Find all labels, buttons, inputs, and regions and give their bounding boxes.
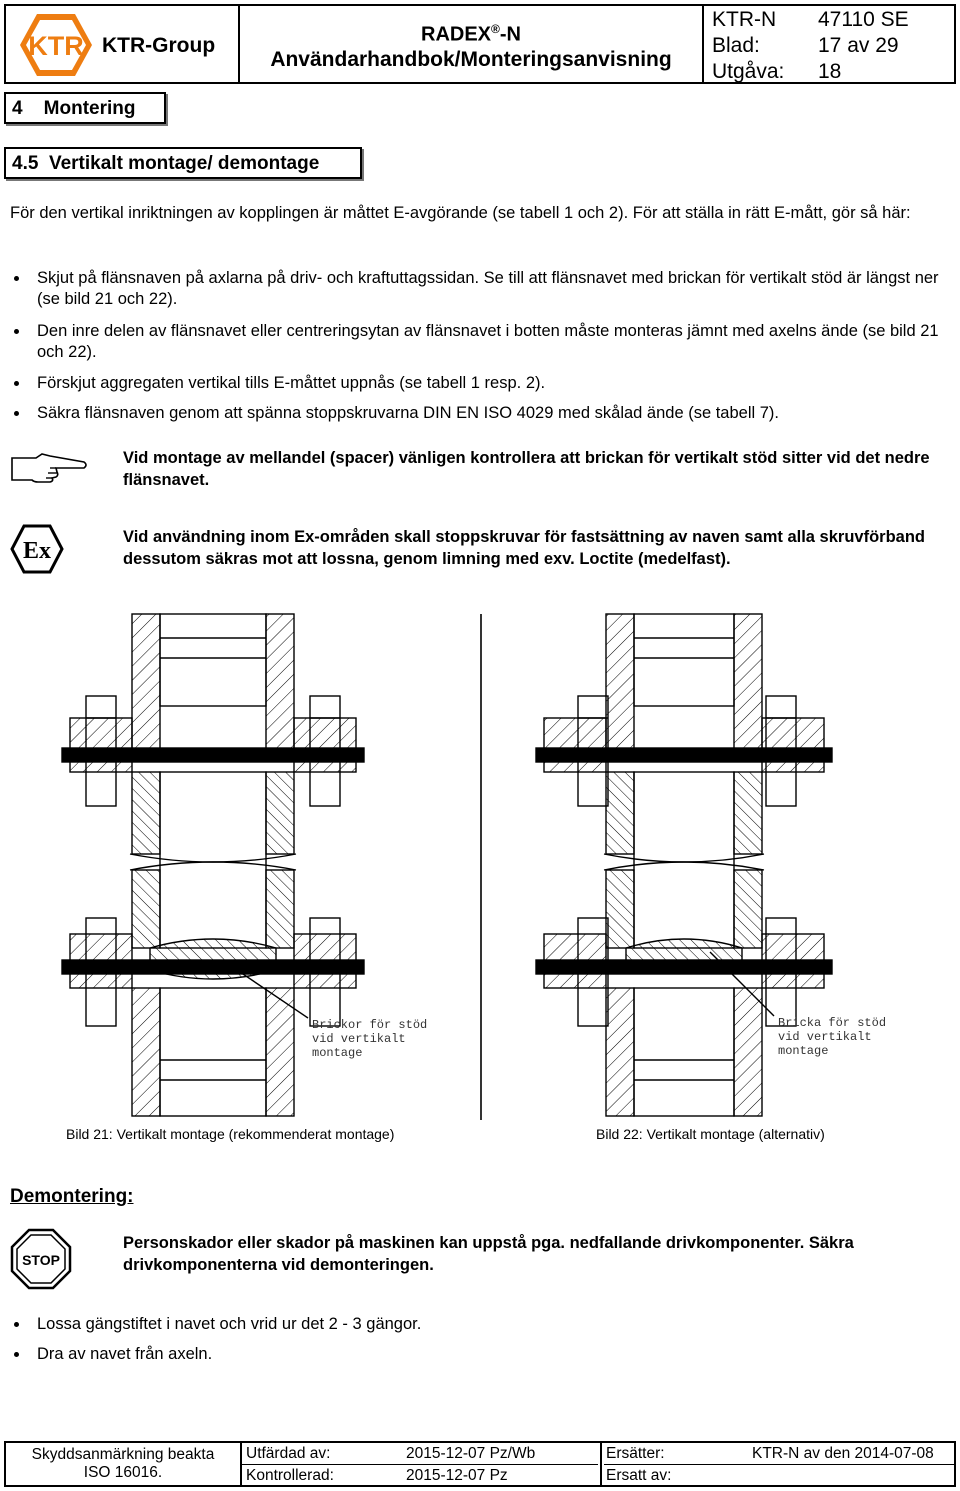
ex-hexagon-icon — [10, 524, 64, 574]
figure-22-label: montage — [778, 1044, 829, 1058]
stop-sign-icon — [10, 1228, 72, 1290]
edition-label: Utgåva: — [712, 60, 785, 83]
document-header — [4, 4, 956, 84]
edition-value: 18 — [818, 60, 842, 83]
stop-label: STOP — [22, 1252, 60, 1268]
subsection-heading: 4.5 Vertikalt montage/ demontage — [4, 147, 362, 179]
figure-22-label: Bricka för stöd — [778, 1016, 887, 1030]
brand-name: KTR-Group — [102, 34, 216, 57]
issued-value: 2015-12-07 Pz/Wb — [406, 1445, 536, 1462]
list-item: Lossa gängstiftet i navet och vrid ur det 2 - 3 gängor. — [10, 1314, 950, 1335]
chapter-heading: 4 Montering — [4, 92, 166, 124]
bullet-icon — [14, 276, 19, 281]
figure-22-caption: Bild 22: Vertikalt montage (alternativ) — [596, 1126, 825, 1142]
replaces-value: KTR-N av den 2014-07-08 — [752, 1445, 934, 1462]
bullet-icon — [14, 381, 19, 386]
spacer-note: Vid montage av mellandel (spacer) vänligen kontrollera att brickan för vertikalt stöd sitter vid det nedre flänsnavet. — [123, 449, 930, 489]
figure-21-caption: Bild 21: Vertikalt montage (rekommenderat montage) — [66, 1126, 395, 1142]
figure-22-label: vid vertikalt — [778, 1030, 872, 1044]
document-footer — [4, 1441, 956, 1487]
bullet-icon — [14, 329, 19, 334]
title-cell — [240, 6, 704, 82]
product-title: RADEX®-N — [421, 22, 521, 46]
meta-cell — [704, 6, 954, 82]
list-item: Den inre delen av flänsnavet eller centreringsytan av flänsnavet i botten måste monteras jämnt med axelns ände (se bild 21 och 22). — [10, 321, 950, 363]
demontage-heading: Demontering: — [10, 1186, 134, 1207]
ex-note: Vid användning inom Ex-områden skall stoppskruvar för fastsättning av naven samt alla skruvförband dessutom säkras mot att lossna, genom limning med exv. Loctite (medelfast). — [123, 528, 925, 568]
document-type: Användarhandbok/Monteringsanvisning — [270, 48, 672, 71]
figure-21-label: montage — [312, 1046, 363, 1060]
pointing-hand-icon — [10, 452, 88, 484]
row-divider — [604, 1464, 954, 1465]
bullet-icon — [14, 411, 19, 416]
sheet-value: 17 av 29 — [818, 34, 899, 57]
list-item: Skjut på flänsnaven på axlarna på driv- och kraftuttagssidan. Se till att flänsnavet med brickan för vertikalt stöd är längst ner (se bild 21 och 22). — [10, 268, 950, 310]
doc-label: KTR-N — [712, 8, 777, 31]
ktr-logo — [18, 12, 94, 78]
list-item: Förskjut aggregaten vertikal tills E-måttet uppnås (se tabell 1 resp. 2). — [10, 373, 950, 394]
row-divider — [242, 1464, 598, 1465]
bullet-icon — [14, 1352, 19, 1357]
figure-21-label: Brickor för stöd — [312, 1018, 428, 1032]
intro-paragraph: För den vertikal inriktningen av kopplingen är måttet E-avgörande (se tabell 1 och 2). För att ställa in rätt E-mått, gör så här: — [10, 204, 911, 222]
figure-21-label: vid vertikalt — [312, 1032, 406, 1046]
demontage-warning: Personskador eller skador på maskinen kan uppstå pga. nedfallande drivkomponenter. Säkra drivkomponenterna vid demonteringen. — [123, 1234, 854, 1274]
doc-number: 47110 SE — [818, 8, 909, 31]
bullet-icon — [14, 1322, 19, 1327]
replaced-by-label: Ersatt av: — [606, 1467, 672, 1484]
checked-label: Kontrollerad: — [246, 1467, 334, 1484]
logo-cell — [6, 6, 240, 82]
list-item: Säkra flänsnaven genom att spänna stoppskruvarna DIN EN ISO 4029 med skålad ände (se tabell 7). — [10, 403, 950, 424]
replaces-label: Ersätter: — [606, 1445, 665, 1462]
logo-text: KTR — [28, 31, 84, 61]
ex-icon-label: Ex — [22, 538, 52, 564]
list-item: Dra av navet från axeln. — [10, 1344, 950, 1365]
column-divider — [600, 1443, 602, 1485]
protection-notice: Skyddsanmärkning beakta ISO 16016. — [6, 1443, 242, 1485]
issued-label: Utfärdad av: — [246, 1445, 331, 1462]
coupling-drawings — [0, 600, 960, 1120]
sheet-label: Blad: — [712, 34, 760, 57]
checked-value: 2015-12-07 Pz — [406, 1467, 508, 1484]
